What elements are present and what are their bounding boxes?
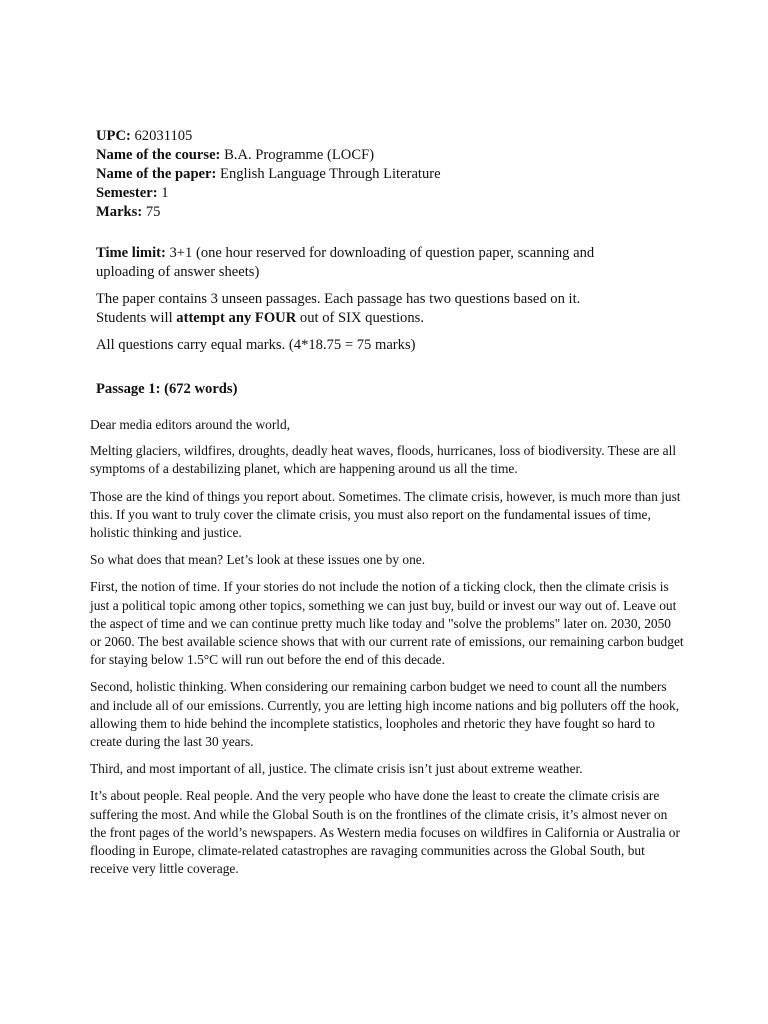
instruction-line-2-pre: Students will [96,310,177,326]
paper-details [96,127,696,222]
passage-title: Passage 1: (672 words) [96,381,238,397]
instruction-line-2-post: out of SIX questions. [296,310,424,326]
paper-label: Name of the paper: [96,166,217,182]
paper-line [96,165,696,184]
passage-paragraph: First, the notion of time. If your stories do not include the notion of a ticking clock, then the climate crisis is just a political topic among other topics, something we can just buy, build or invest our way out of. Leave out the aspect of time and we can continue pretty much like today and "solve the problems" later on. 2030, 2050 or 2060. The best available science shows that with our current rate of emissions, our remaining carbon budget for staying below 1.5°C will run out before the end of this decade. [90,579,684,668]
time-limit-value: 3+1 (one hour reserved for downloading of question paper, scanning and uploading of answer sheets) [96,245,595,280]
passage-paragraph: It’s about people. Real people. And the very people who have done the least to create the climate crisis are suffering the most. And while the Global South is on the frontlines of the climate crisis, it’s almost never on the front pages of the world’s newspapers. As Western media focuses on wildfires in California or Australia or flooding in Europe, climate-related catastrophes are ravaging communities across the Global South, but receive very little coverage. [90,788,680,877]
semester-line [96,184,696,203]
marks-value: 75 [142,204,161,220]
instruction-line-2 [96,309,696,328]
course-label: Name of the course: [96,147,221,163]
upc-line [96,127,696,146]
semester-label: Semester: [96,185,158,201]
passage-body [90,416,684,887]
instruction-line-2-bold: attempt any FOUR [176,310,297,326]
paper-value: English Language Through Literature [216,166,441,182]
equal-marks-note: All questions carry equal marks. (4*18.75 = 75 marks) [96,337,416,353]
salutation: Dear media editors around the world, [90,417,291,432]
instructions [96,290,696,328]
marks-line [96,203,696,222]
passage-paragraph: Melting glaciers, wildfires, droughts, deadly heat waves, floods, hurricanes, loss of biodiversity. These are all symptoms of a destabilizing planet, which are happening around us all the time. [90,443,677,477]
instruction-line-1: The paper contains 3 unseen passages. Each passage has two questions based on it. [96,291,581,307]
passage-paragraph: Second, holistic thinking. When considering our remaining carbon budget we need to count all the numbers and include all of our emissions. Currently, you are letting high income nations and big polluters off the hook, allowing them to hide behind the incomplete statistics, loopholes and rhetoric they have fought so hard to create during the last 30 years. [90,679,680,750]
time-limit [96,244,656,281]
marks-label: Marks: [96,204,143,220]
passage-paragraph: So what does that mean? Let’s look at these issues one by one. [90,552,426,568]
course-line [96,146,696,165]
time-limit-label: Time limit: [96,245,166,261]
upc-value: 62031105 [130,128,193,144]
semester-value: 1 [157,185,169,201]
upc-label: UPC: [96,128,131,144]
passage-paragraph: Those are the kind of things you report about. Sometimes. The climate crisis, however, is much more than just this. If you want to truly cover the climate crisis, you must also report on the fundamental issues of time, holistic thinking and justice. [90,488,681,541]
course-value: B.A. Programme (LOCF) [220,147,375,163]
passage-paragraph: Third, and most important of all, justice. The climate crisis isn’t just about extreme weather. [90,761,583,777]
